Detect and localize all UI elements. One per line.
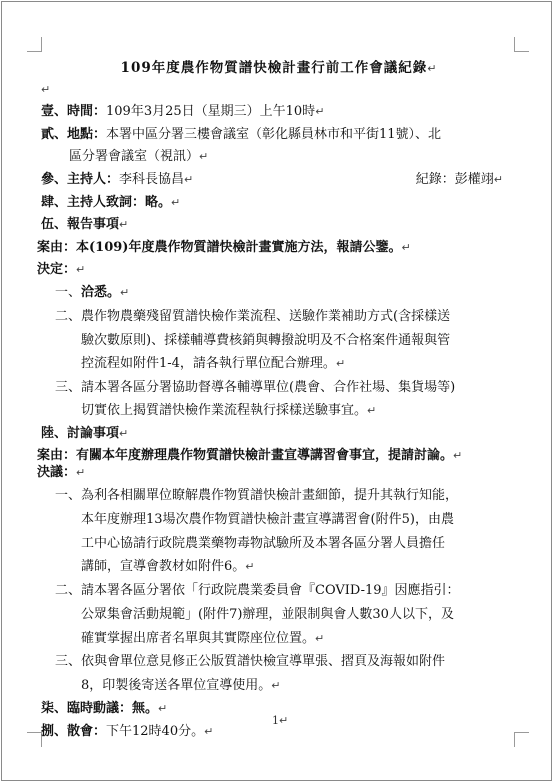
extempore-motion: 柒、臨時動議：無。↵ — [41, 701, 168, 716]
recorder: 紀錄：彭權翊↵ — [415, 172, 503, 187]
meeting-place-cont: 區分署會議室（視訊）↵ — [69, 149, 209, 164]
case2-subject: 案由：有關本年度辦理農作物質譜快檢計畫宣導講習會事宜，提請討論。↵ — [37, 448, 463, 463]
case2-resolution-3: 三、依與會單位意見修正公版質譜快檢宣導單張、摺頁及海報如附件 — [55, 654, 446, 669]
case1-decision-2-cont: 控流程如附件1-4，請各執行單位配合辦理。↵ — [81, 356, 346, 371]
case2-resolution-2: 二、請本署各區分署依「行政院農業委員會『COVID-19』因應指引： — [55, 583, 460, 598]
case1-decision-1: 一、洽悉。↵ — [55, 285, 130, 300]
case2-resolution-1: 一、為利各相關單位瞭解農作物質譜快檢計畫細節，提升其執行知能， — [55, 488, 459, 503]
margin-corner-top-left — [27, 37, 42, 52]
report-heading: 伍、報告事項↵ — [41, 217, 129, 232]
meeting-host: 參、主持人：李科長協昌↵ 紀錄：彭權翊↵ — [41, 172, 503, 187]
case2-resolution-2-cont: 公眾集會活動規範」(附件7)辦理，並限制與會人數30人以下，及 — [81, 607, 454, 622]
case2-resolution-3-cont: 8，印製後寄送各單位宣導使用。↵ — [81, 678, 281, 693]
adjournment: 捌、散會：下午12時40分。↵ — [41, 724, 214, 739]
page-number: 1↵ — [272, 714, 289, 727]
blank-line: ↵ — [41, 83, 51, 96]
discussion-heading: 陸、討論事項↵ — [41, 426, 129, 441]
case1-subject: 案由：本(109)年度農作物質譜快檢計畫實施方法，報請公鑒。↵ — [37, 240, 411, 255]
host-speech: 肆、主持人致詞：略。↵ — [41, 195, 181, 210]
case1-decision-2: 二、農作物農藥殘留質譜快檢作業流程、送驗作業補助方式(含採樣送 — [55, 309, 451, 324]
margin-corner-bottom-right — [514, 732, 529, 747]
case2-resolution-2-cont: 確實掌握出席者名單與其實際座位位置。↵ — [81, 631, 325, 646]
case1-decision-2-cont: 驗次數原則)、採樣輔導費核銷與轉撥說明及不合格案件通報與管 — [81, 333, 451, 348]
case2-resolution-1-cont: 工中心協請行政院農業藥物毒物試驗所及本署各區分署人員擔任 — [81, 536, 446, 551]
case1-decision-3: 三、請本署各區分署協助督導各輔導單位(農會、合作社場、集貨場等) — [55, 380, 456, 395]
case2-resolution-1-cont: 本年度辦理13場次農作物質譜快檢計畫宣導講習會(附件5)，由農 — [81, 512, 454, 527]
case1-decision-label: 決定：↵ — [37, 262, 86, 277]
document-title: 109年度農作物質譜快檢計畫行前工作會議紀錄↵ — [120, 60, 438, 76]
case1-decision-3-cont: 切實依上揭質譜快檢作業流程執行採樣送驗事宜。↵ — [81, 403, 377, 418]
margin-corner-bottom-left — [27, 732, 42, 747]
meeting-place: 貳、地點：本署中區分署三樓會議室（彰化縣員林市和平街11號）、北 — [41, 127, 442, 142]
margin-corner-top-right — [514, 37, 529, 52]
case2-resolution-label: 決議：↵ — [37, 465, 86, 480]
case2-resolution-1-cont: 講師，宣導會教材如附件6。↵ — [81, 559, 255, 574]
meeting-time: 壹、時間：109年3月25日（星期三）上午10時↵ — [41, 104, 325, 119]
